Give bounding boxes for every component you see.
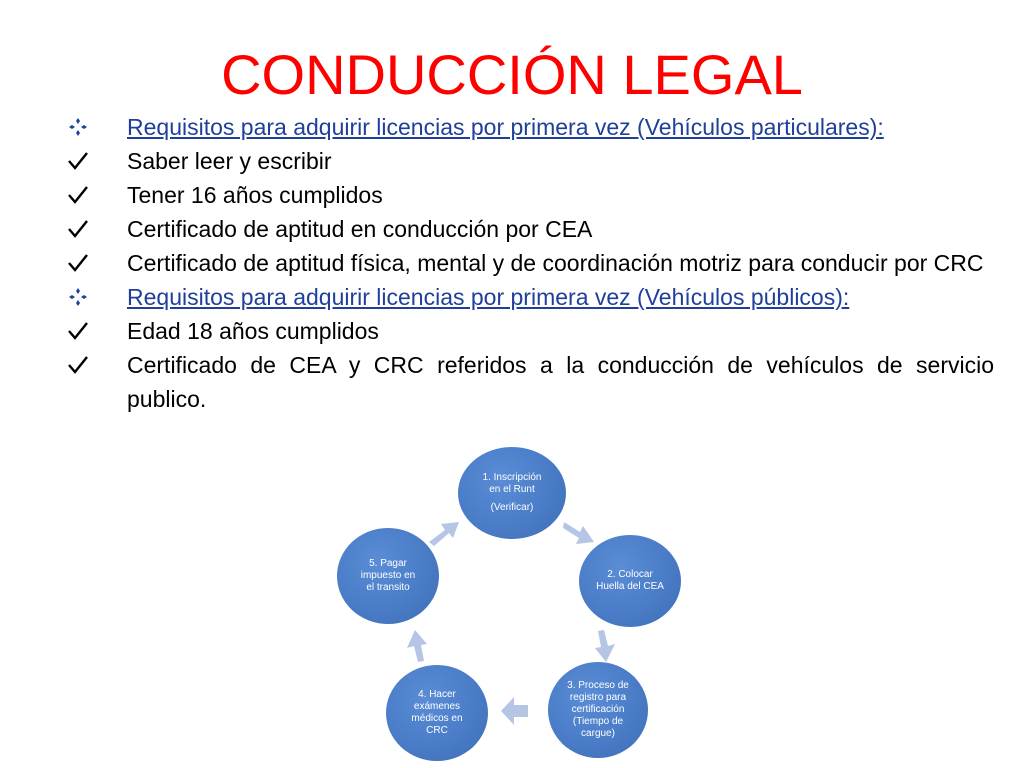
step-text: el transito	[366, 582, 410, 593]
step-text: 2. Colocar	[607, 569, 653, 580]
step-text: CRC	[426, 725, 448, 736]
cycle-arrow-icon	[592, 628, 622, 664]
slide-title: CONDUCCIÓN LEGAL	[221, 43, 803, 106]
item-text: Tener 16 años cumplidos	[127, 182, 383, 208]
step-text: en el Runt	[489, 484, 535, 495]
step-text: impuesto en	[360, 570, 416, 581]
step-text: (Verificar)	[490, 502, 534, 513]
step-node-4	[386, 665, 488, 761]
item-text: Certificado de CEA y CRC referidos a la conducción de vehículos de servicio publico.	[127, 352, 994, 412]
step-text: 4. Hacer	[418, 689, 456, 700]
cycle-arrow-icon	[500, 695, 530, 727]
item-text: Saber leer y escribir	[127, 148, 332, 174]
heading-text: Requisitos para adquirir licencias por primera vez (Vehículos particulares):	[127, 114, 884, 140]
step-text: registro para	[569, 692, 627, 703]
item-text: Edad 18 años cumplidos	[127, 318, 379, 344]
step-text: 5. Pagar	[369, 558, 407, 569]
item-text: Certificado de aptitud en conducción por CEA	[127, 216, 593, 242]
check-icon	[64, 178, 92, 212]
step-node-5	[337, 528, 439, 624]
list-item	[64, 280, 994, 314]
cycle-arrow-icon	[562, 514, 600, 548]
step-text: 1. Inscripción	[482, 472, 542, 483]
step-node-1	[458, 447, 566, 539]
requirements-list	[64, 110, 994, 416]
list-item	[64, 246, 994, 280]
heading-text: Requisitos para adquirir licencias por primera vez (Vehículos públicos):	[127, 284, 850, 310]
step-text: (Tiempo de	[572, 716, 624, 727]
step-text: cargue)	[581, 728, 615, 739]
step-node-3	[548, 662, 648, 758]
list-item	[64, 348, 994, 416]
step-text: 3. Proceso de	[567, 680, 629, 691]
list-item	[64, 212, 994, 246]
step-node-2	[579, 535, 681, 627]
check-icon	[64, 246, 92, 280]
step-text: Huella del CEA	[596, 581, 664, 592]
check-icon	[64, 348, 92, 382]
cycle-arrow-icon	[400, 628, 430, 664]
list-item	[64, 314, 994, 348]
step-text: médicos en	[411, 713, 463, 724]
process-cycle-diagram	[320, 440, 700, 765]
step-text: exámenes	[413, 701, 461, 712]
check-icon	[64, 314, 92, 348]
item-text: Certificado de aptitud física, mental y de coordinación motriz para conducir por CRC	[127, 250, 984, 276]
cycle-arrow-icon	[425, 518, 463, 548]
check-icon	[64, 212, 92, 246]
list-item	[64, 178, 994, 212]
check-icon	[64, 144, 92, 178]
list-item	[64, 144, 994, 178]
diamond-bullet-icon	[64, 280, 92, 314]
step-text: certificación	[571, 704, 625, 715]
list-item	[64, 110, 994, 144]
diamond-bullet-icon	[64, 110, 92, 144]
